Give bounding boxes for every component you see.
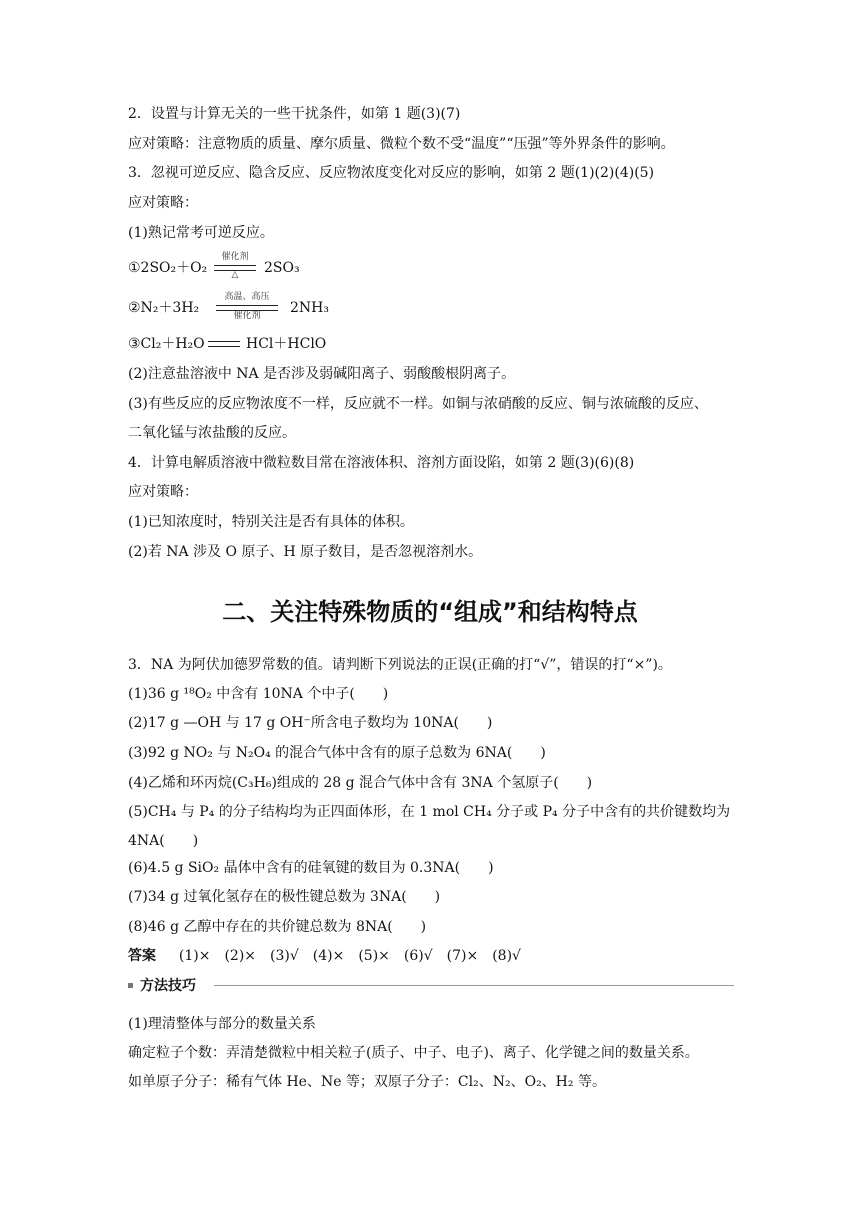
question-item: (8)46 g 乙醇中存在的共价键总数为 8NA( ) bbox=[128, 919, 427, 935]
reaction-3-lhs: ③Cl₂＋H₂O bbox=[128, 336, 205, 352]
reaction-1-rhs: 2SO₃ bbox=[264, 260, 300, 276]
reversible-arrow-icon bbox=[208, 339, 240, 349]
method-tips-header bbox=[128, 976, 734, 996]
text-line: 4．计算电解质溶液中微粒数目常在溶液体积、溶剂方面设陷，如第 2 题(3)(6)(8) bbox=[128, 455, 635, 471]
text-line: (2)若 NA 涉及 O 原子、H 原子数目，是否忽视溶剂水。 bbox=[128, 544, 483, 560]
text-line: (1)已知浓度时，特别关注是否有具体的体积。 bbox=[128, 514, 414, 530]
text-line: 二氧化锰与浓盐酸的反应。 bbox=[128, 425, 296, 441]
question-item: (6)4.5 g SiO₂ 晶体中含有的硅氧键的数目为 0.3NA( ) bbox=[128, 860, 494, 876]
question-item: (7)34 g 过氧化氢存在的极性键总数为 3NA( ) bbox=[128, 889, 441, 905]
method-tips-label: 方法技巧 bbox=[140, 978, 196, 994]
reaction-1-condition-top: 催化剂 bbox=[221, 252, 249, 262]
reaction-2-condition-bottom: 催化剂 bbox=[233, 311, 261, 321]
answer-label: 答案 bbox=[128, 948, 156, 964]
text-line: (2)注意盐溶液中 NA 是否涉及弱碱阳离子、弱酸酸根阴离子。 bbox=[128, 366, 516, 382]
text-line: 如单原子分子：稀有气体 He、Ne 等；双原子分子：Cl₂、N₂、O₂、H₂ 等。 bbox=[128, 1074, 606, 1090]
text-line: 2．设置与计算无关的一些干扰条件，如第 1 题(3)(7) bbox=[128, 106, 461, 122]
section-heading: 二、关注特殊物质的“组成”和结构特点 bbox=[222, 598, 638, 626]
question-item: (2)17 g —OH 与 17 g OH⁻所含电子数均为 10NA( ) bbox=[128, 715, 493, 731]
question-item: (5)CH₄ 与 P₄ 的分子结构均为正四面体形，在 1 mol CH₄ 分子或 P₄ 分子中含有的共价键数均为 bbox=[128, 804, 731, 820]
text-line: 应对策略： bbox=[128, 484, 198, 500]
question-item: 4NA( ) bbox=[128, 833, 199, 849]
reaction-2-lhs: ②N₂＋3H₂ bbox=[128, 300, 200, 316]
answer-line bbox=[128, 946, 521, 966]
reaction-2-condition-top: 高温、高压 bbox=[224, 292, 270, 302]
question-item: (4)乙烯和环丙烷(C₃H₆)组成的 28 g 混合气体中含有 3NA 个氢原子( ) bbox=[128, 775, 593, 791]
question-stem: 3．NA 为阿伏加德罗常数的值。请判断下列说法的正误(正确的打“√”，错误的打“×”)。 bbox=[128, 657, 672, 673]
answer-text: (1)× (2)× (3)√ (4)× (5)× (6)√ (7)× (8)√ bbox=[178, 948, 521, 964]
text-line: (3)有些反应的反应物浓度不一样，反应就不一样。如铜与浓硝酸的反应、铜与浓硫酸的反应、 bbox=[128, 396, 708, 412]
question-item: (1)36 g ¹⁸O₂ 中含有 10NA 个中子( ) bbox=[128, 686, 389, 702]
text-line: 应对策略：注意物质的质量、摩尔质量、微粒个数不受“温度”“压强”等外界条件的影响。 bbox=[128, 136, 675, 152]
divider bbox=[214, 985, 734, 986]
text-line: 3．忽视可逆反应、隐含反应、反应物浓度变化对反应的影响，如第 2 题(1)(2)(4)(5) bbox=[128, 165, 655, 181]
reaction-1-condition-bottom: △ bbox=[231, 270, 239, 280]
text-line: (1)熟记常考可逆反应。 bbox=[128, 225, 274, 241]
text-line: (1)理清整体与部分的数量关系 bbox=[128, 1016, 316, 1032]
reaction-1-lhs: ①2SO₂＋O₂ bbox=[128, 260, 208, 276]
square-bullet-icon bbox=[128, 983, 133, 988]
reaction-2-rhs: 2NH₃ bbox=[290, 300, 329, 316]
question-item: (3)92 g NO₂ 与 N₂O₄ 的混合气体中含有的原子总数为 6NA( ) bbox=[128, 745, 546, 761]
reaction-3-rhs: HCl＋HClO bbox=[246, 336, 327, 352]
text-line: 应对策略： bbox=[128, 195, 198, 211]
text-line: 确定粒子个数：弄清楚微粒中相关粒子(质子、中子、电子)、离子、化学键之间的数量关系。 bbox=[128, 1045, 699, 1061]
